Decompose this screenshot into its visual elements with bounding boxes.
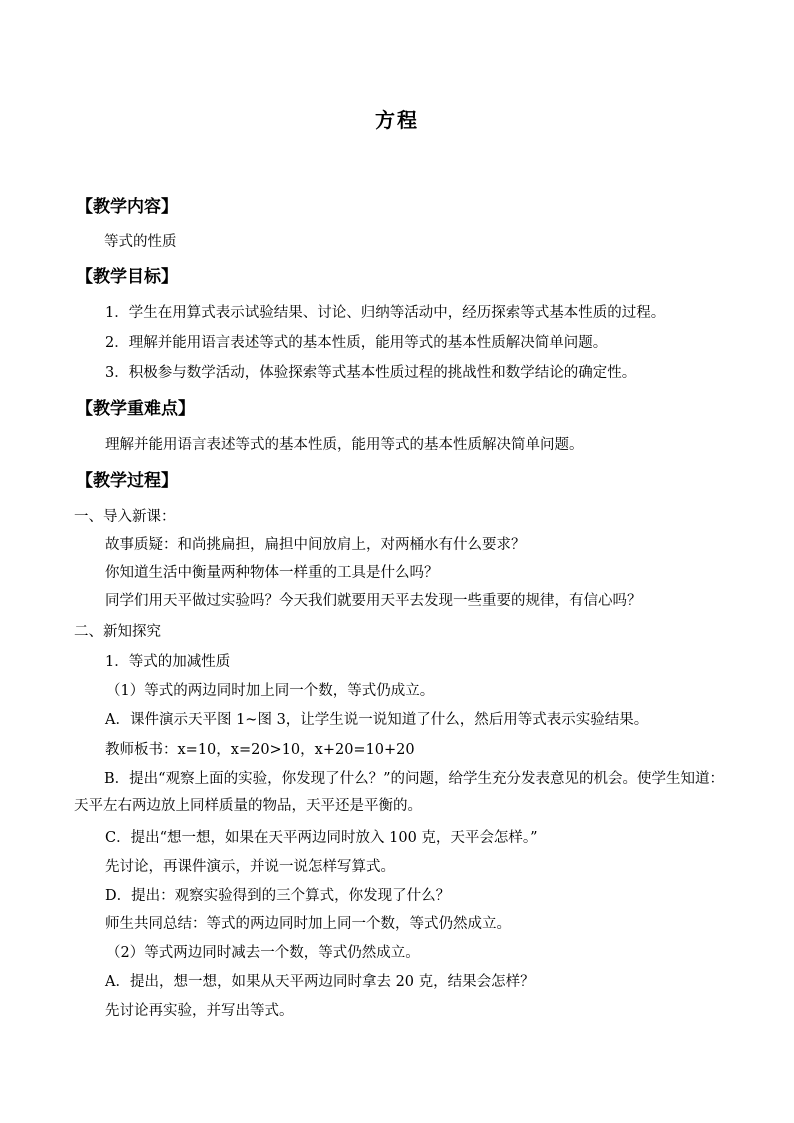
part1-line: 故事质疑：和尚挑扁担，扁担中间放肩上，对两桶水有什么要求？ [105, 537, 526, 553]
last-line: 先讨论再实验，并写出等式。 [105, 1003, 294, 1019]
goal-item: 1．学生在用算式表示试验结果、讨论、归纳等活动中，经历探索等式基本性质的过程。 [105, 305, 666, 321]
summary: 师生共同总结：等式的两边同时加上同一个数，等式仍然成立。 [105, 916, 511, 932]
line-a2: A．提出，想一想，如果从天平两边同时拿去 20 克，结果会怎样？ [105, 974, 535, 990]
content-text: 等式的性质 [104, 234, 177, 250]
line-d: D．提出：观察实验得到的三个算式，你发现了什么？ [105, 888, 451, 904]
heading-process: 【教学过程】 [76, 471, 178, 491]
part1-line: 同学们用天平做过实验吗？今天我们就要用天平去发现一些重要的规律，有信心吗？ [105, 593, 642, 609]
heading-content: 【教学内容】 [76, 197, 178, 217]
line-b: B．提出“观察上面的实验，你发现了什么？”的问题，给学生充分发表意见的机会。使学生知道：天平左右两边放上同样质量的物品，天平还是平衡的。 [74, 771, 724, 814]
keypoints-text: 理解并能用语言表述等式的基本性质，能用等式的基本性质解决简单问题。 [105, 437, 584, 453]
line-c2: 先讨论，再课件演示，并说一说怎样写算式。 [105, 859, 395, 875]
line-a: A．课件演示天平图 1~图 3，让学生说一说知道了什么，然后用等式表示实验结果。 [105, 712, 649, 728]
item1: 1．等式的加减性质 [105, 654, 231, 670]
part1-line: 你知道生活中衡量两种物体一样重的工具是什么吗？ [105, 565, 439, 581]
item1-sub1: （1）等式的两边同时加上同一个数，等式仍成立。 [106, 683, 435, 699]
item1-sub2: （2）等式两边同时减去一个数，等式仍然成立。 [106, 945, 420, 961]
goal-item: 3．积极参与数学活动，体验探索等式基本性质过程的挑战性和数学结论的确定性。 [105, 365, 637, 381]
board-text: 教师板书：x=10，x=20>10，x+20=10+20 [105, 742, 415, 758]
part1-title: 一、导入新课： [74, 509, 176, 525]
heading-goals: 【教学目标】 [76, 267, 178, 287]
heading-keypoints: 【教学重难点】 [76, 399, 195, 419]
page-title: 方程 [375, 108, 419, 132]
part2-title: 二、新知探究 [74, 624, 161, 640]
line-c: C．提出“想一想，如果在天平两边同时放入 100 克，天平会怎样。” [105, 830, 538, 846]
goal-item: 2．理解并能用语言表述等式的基本性质，能用等式的基本性质解决简单问题。 [105, 335, 608, 351]
